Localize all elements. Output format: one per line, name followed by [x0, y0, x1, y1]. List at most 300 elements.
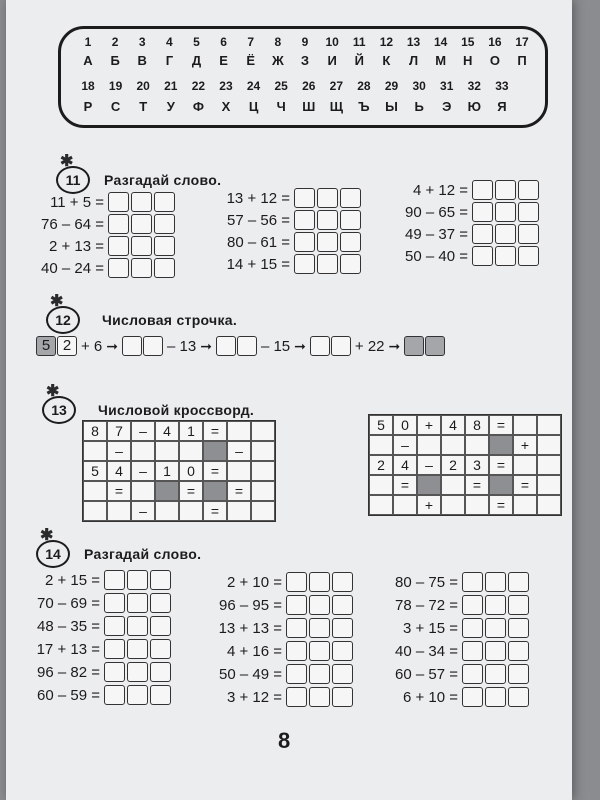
answer-boxes[interactable] [462, 618, 529, 638]
crossword-cell[interactable] [83, 441, 107, 461]
answer-box[interactable] [104, 593, 125, 613]
task14-header [36, 527, 202, 568]
chain-op: – 15 [260, 337, 291, 355]
alphabet-cell: 28 [357, 79, 371, 93]
crossword-cell: 0 [393, 415, 417, 435]
answer-box[interactable] [404, 336, 424, 356]
equation-text: 11 + 5 = [50, 193, 104, 211]
crossword-cell[interactable] [227, 461, 251, 481]
equation-row [10, 616, 171, 636]
answer-box[interactable] [508, 687, 529, 707]
alphabet-cell: А [83, 53, 93, 68]
crossword-cell: – [131, 501, 155, 521]
alphabet-cell: 15 [461, 35, 475, 49]
answer-boxes[interactable] [108, 192, 175, 212]
answer-boxes[interactable] [108, 236, 175, 256]
answer-box[interactable] [332, 572, 353, 592]
alphabet-cell: Я [497, 99, 507, 114]
answer-box[interactable] [294, 232, 315, 252]
answer-boxes[interactable] [462, 595, 529, 615]
answer-box[interactable] [340, 254, 361, 274]
pineapple-leaf-icon: ✱ [40, 527, 54, 544]
pineapple-leaf-icon: ✱ [46, 383, 60, 400]
answer-boxes[interactable] [294, 188, 361, 208]
alphabet-row1-numbers [75, 35, 535, 49]
crossword-cell[interactable] [155, 441, 179, 461]
equation-row [380, 246, 539, 266]
crossword-cell[interactable] [131, 441, 155, 461]
crossword-cell: 5 [369, 415, 393, 435]
chain-op: – 13 [167, 337, 197, 355]
crossword-cell[interactable] [107, 501, 131, 521]
crossword-cell[interactable] [369, 475, 393, 495]
alphabet-cell: 27 [329, 79, 344, 93]
crossword-cell: 2 [441, 455, 465, 475]
crossword-cell[interactable] [537, 435, 561, 455]
answer-box[interactable] [150, 593, 171, 613]
answer-box[interactable] [495, 180, 516, 200]
crossword-cell[interactable] [441, 495, 465, 515]
answer-box[interactable] [317, 188, 338, 208]
answer-box[interactable] [340, 232, 361, 252]
crossword-cell: 5 [83, 461, 107, 481]
crossword-cell[interactable] [83, 481, 107, 501]
answer-boxes[interactable] [462, 641, 529, 661]
answer-box[interactable] [332, 595, 353, 615]
equation-text: 3 + 12 = [226, 688, 282, 706]
crossword-cell[interactable] [227, 501, 251, 521]
alphabet-cell: 6 [220, 35, 227, 49]
answer-box[interactable] [518, 246, 539, 266]
arrow-right-icon: ➞ [294, 337, 306, 354]
answer-box[interactable] [108, 214, 129, 234]
crossword-cell[interactable] [131, 481, 155, 501]
answer-box[interactable] [508, 641, 529, 661]
alphabet-row1-letters [75, 53, 535, 68]
answer-boxes[interactable] [286, 572, 353, 592]
answer-box[interactable] [216, 336, 236, 356]
answer-box[interactable] [127, 685, 148, 705]
chain-final-answer[interactable] [404, 336, 445, 356]
equation-row [380, 202, 539, 222]
answer-box[interactable] [131, 258, 152, 278]
equation-text: 4 + 12 = [412, 181, 468, 199]
answer-box[interactable] [286, 572, 307, 592]
alphabet-cell: 16 [488, 35, 502, 49]
answer-box[interactable] [309, 687, 330, 707]
answer-box[interactable] [104, 616, 125, 636]
answer-box[interactable] [143, 336, 163, 356]
alphabet-cell: Н [463, 53, 473, 68]
chain-start [36, 336, 77, 356]
equation-text: 4 + 16 = [226, 642, 282, 660]
answer-box[interactable] [310, 336, 330, 356]
crossword-cell[interactable] [465, 495, 489, 515]
equation-row [192, 572, 353, 592]
equation-row [368, 572, 529, 592]
crossword-cell[interactable] [537, 495, 561, 515]
answer-box[interactable] [317, 210, 338, 230]
alphabet-cell: 5 [193, 35, 200, 49]
crossword-blocked-cell [203, 481, 227, 501]
alphabet-cell: 11 [352, 35, 366, 49]
crossword-cell: – [227, 441, 251, 461]
answer-box[interactable] [472, 246, 493, 266]
answer-boxes[interactable] [472, 246, 539, 266]
number-chain [36, 336, 445, 356]
answer-box[interactable] [150, 616, 171, 636]
answer-box[interactable] [127, 639, 148, 659]
answer-boxes[interactable] [294, 210, 361, 230]
alphabet-cell: Х [221, 99, 231, 114]
alphabet-cell: 2 [111, 35, 119, 49]
alphabet-cell: О [489, 53, 500, 68]
alphabet-cell: Ш [302, 99, 316, 114]
answer-box[interactable] [127, 662, 148, 682]
alphabet-cell: 8 [274, 35, 282, 49]
crossword-cell[interactable] [179, 501, 203, 521]
alphabet-row2-numbers [75, 79, 515, 93]
crossword-cell[interactable] [251, 461, 275, 481]
equation-text: 49 – 37 = [405, 225, 468, 243]
equation-text: 40 – 24 = [41, 259, 104, 277]
equation-text: 70 – 69 = [37, 594, 100, 612]
answer-box[interactable] [108, 258, 129, 278]
equation-text: 2 + 13 = [48, 237, 104, 255]
crossword-cell[interactable] [179, 441, 203, 461]
answer-box[interactable] [332, 618, 353, 638]
answer-boxes[interactable] [294, 254, 361, 274]
answer-box[interactable] [508, 595, 529, 615]
answer-box[interactable] [340, 188, 361, 208]
answer-box[interactable] [150, 662, 171, 682]
crossword-cell[interactable] [513, 495, 537, 515]
equation-row [10, 662, 171, 682]
crossword-cell: – [131, 421, 155, 441]
crossword-cell: 8 [83, 421, 107, 441]
crossword-cell: 8 [465, 415, 489, 435]
answer-box[interactable] [286, 664, 307, 684]
equation-row [192, 687, 353, 707]
answer-box[interactable] [462, 595, 483, 615]
alphabet-cell: Ч [276, 99, 286, 114]
crossword-cell[interactable] [251, 501, 275, 521]
answer-boxes[interactable] [104, 662, 171, 682]
answer-box[interactable] [485, 618, 506, 638]
answer-boxes[interactable] [472, 202, 539, 222]
answer-box[interactable] [309, 664, 330, 684]
answer-box[interactable] [472, 224, 493, 244]
equation-text: 80 – 75 = [395, 573, 458, 591]
chain-answer[interactable] [122, 336, 163, 356]
answer-box[interactable] [104, 570, 125, 590]
answer-box[interactable] [294, 210, 315, 230]
chain-answer[interactable] [216, 336, 257, 356]
crossword-cell: – [131, 461, 155, 481]
equation-text: 13 + 12 = [226, 189, 290, 207]
crossword-cell[interactable] [251, 481, 275, 501]
equation-text: 78 – 72 = [395, 596, 458, 614]
crossword-blocked-cell [489, 435, 513, 455]
alphabet-cell: Ъ [358, 99, 370, 114]
answer-box[interactable] [495, 224, 516, 244]
crossword-cell[interactable] [155, 501, 179, 521]
equation-row [368, 641, 529, 661]
crossword-cell[interactable] [537, 475, 561, 495]
alphabet-cell: Г [165, 53, 174, 68]
alphabet-cell: К [382, 53, 391, 68]
crossword-cell: 1 [179, 421, 203, 441]
answer-box[interactable] [485, 595, 506, 615]
answer-box[interactable] [425, 336, 445, 356]
equation-row [380, 224, 539, 244]
answer-box[interactable] [518, 224, 539, 244]
crossword-cell[interactable] [227, 421, 251, 441]
crossword-cell: + [417, 415, 441, 435]
answer-box[interactable] [309, 641, 330, 661]
answer-box[interactable] [150, 570, 171, 590]
equation-row [192, 595, 353, 615]
crossword-cell[interactable] [393, 495, 417, 515]
arrow-right-icon: ➞ [388, 337, 401, 354]
crossword-cell[interactable] [537, 415, 561, 435]
alphabet-cell: 3 [138, 35, 146, 49]
alphabet-cell: 18 [81, 79, 95, 93]
crossword-cell: 4 [441, 415, 465, 435]
crossword-grid-left [82, 420, 276, 522]
equation-text: 60 – 57 = [395, 665, 458, 683]
alphabet-cell: Щ [329, 99, 343, 114]
answer-box[interactable] [495, 202, 516, 222]
answer-boxes[interactable] [462, 687, 529, 707]
equation-row [202, 254, 361, 274]
crossword-cell[interactable] [441, 475, 465, 495]
crossword-cell[interactable] [369, 495, 393, 515]
answer-box[interactable] [294, 254, 315, 274]
alphabet-cell: Ц [248, 99, 259, 114]
answer-boxes[interactable] [286, 664, 353, 684]
answer-boxes[interactable] [286, 687, 353, 707]
equation-text: 76 – 64 = [41, 215, 104, 233]
equation-row [10, 593, 171, 613]
answer-box[interactable] [309, 595, 330, 615]
answer-box[interactable] [462, 664, 483, 684]
answer-box[interactable] [127, 593, 148, 613]
answer-box[interactable] [462, 687, 483, 707]
answer-box[interactable] [495, 246, 516, 266]
alphabet-cell: Й [354, 53, 364, 68]
alphabet-cell: 4 [166, 35, 173, 49]
answer-box[interactable] [286, 687, 307, 707]
answer-box[interactable] [131, 214, 152, 234]
answer-box[interactable] [508, 618, 529, 638]
answer-box[interactable] [286, 641, 307, 661]
answer-box[interactable] [508, 572, 529, 592]
answer-box[interactable] [485, 664, 506, 684]
answer-box[interactable] [317, 232, 338, 252]
equation-text: 96 – 95 = [219, 596, 282, 614]
crossword-blocked-cell [489, 475, 513, 495]
answer-box[interactable] [286, 595, 307, 615]
answer-box[interactable] [485, 641, 506, 661]
equation-row [10, 639, 171, 659]
alphabet-cell: 14 [433, 35, 448, 49]
crossword-cell: 4 [393, 455, 417, 475]
equation-row [10, 570, 171, 590]
crossword-cell: 0 [179, 461, 203, 481]
alphabet-cell: 24 [246, 79, 261, 93]
equation-row [16, 214, 175, 234]
answer-boxes[interactable] [286, 618, 353, 638]
crossword-cell: 2 [369, 455, 393, 475]
answer-boxes[interactable] [104, 639, 171, 659]
answer-box[interactable] [154, 192, 175, 212]
equation-row [380, 180, 539, 200]
arrow-right-icon: ➞ [200, 337, 212, 354]
answer-box[interactable] [127, 570, 148, 590]
crossword-cell[interactable] [513, 415, 537, 435]
chain-answer[interactable] [310, 336, 351, 356]
alphabet-cell: 9 [301, 35, 309, 49]
alphabet-row2-letters [75, 99, 515, 114]
alphabet-cell: Ь [414, 99, 424, 114]
answer-boxes[interactable] [472, 224, 539, 244]
answer-boxes[interactable] [104, 616, 171, 636]
task14-badge: ✱ 14 [36, 540, 70, 568]
answer-box[interactable] [154, 214, 175, 234]
answer-box[interactable] [122, 336, 142, 356]
answer-box[interactable] [332, 641, 353, 661]
chain-start-digit: 2 [57, 336, 77, 356]
answer-box[interactable] [462, 618, 483, 638]
equation-row [202, 188, 361, 208]
answer-box[interactable] [508, 664, 529, 684]
crossword-cell: = [203, 501, 227, 521]
crossword-cell[interactable] [251, 421, 275, 441]
task12-title: Числовая строчка. [102, 312, 238, 328]
equation-row [16, 258, 175, 278]
answer-box[interactable] [104, 662, 125, 682]
answer-box[interactable] [154, 236, 175, 256]
crossword-cell[interactable] [441, 435, 465, 455]
answer-box[interactable] [462, 572, 483, 592]
answer-box[interactable] [131, 236, 152, 256]
answer-box[interactable] [150, 685, 171, 705]
equation-text: 2 + 10 = [226, 573, 282, 591]
answer-box[interactable] [309, 618, 330, 638]
answer-box[interactable] [294, 188, 315, 208]
alphabet-cell: У [166, 99, 175, 114]
answer-box[interactable] [485, 572, 506, 592]
answer-boxes[interactable] [294, 232, 361, 252]
task12-header [46, 293, 238, 334]
answer-box[interactable] [309, 572, 330, 592]
alphabet-cell: Э [442, 99, 452, 114]
alphabet-cell: Ы [385, 99, 398, 114]
crossword-cell[interactable] [513, 455, 537, 475]
answer-box[interactable] [485, 687, 506, 707]
equation-text: 96 – 82 = [37, 663, 100, 681]
answer-box[interactable] [154, 258, 175, 278]
answer-box[interactable] [127, 616, 148, 636]
answer-box[interactable] [518, 202, 539, 222]
answer-box[interactable] [332, 664, 353, 684]
crossword-cell[interactable] [83, 501, 107, 521]
task11-header [56, 153, 222, 194]
answer-boxes[interactable] [108, 214, 175, 234]
answer-boxes[interactable] [286, 595, 353, 615]
answer-box[interactable] [518, 180, 539, 200]
answer-boxes[interactable] [104, 570, 171, 590]
alphabet-cell: Ж [272, 53, 284, 68]
equation-row [202, 210, 361, 230]
answer-box[interactable] [237, 336, 257, 356]
alphabet-cell: З [300, 53, 310, 68]
equation-row [368, 595, 529, 615]
equation-text: 57 – 56 = [227, 211, 290, 229]
alphabet-cell: Р [83, 99, 93, 114]
crossword-cell: 1 [155, 461, 179, 481]
answer-box[interactable] [472, 180, 493, 200]
equation-text: 90 – 65 = [405, 203, 468, 221]
crossword-cell: = [489, 495, 513, 515]
answer-boxes[interactable] [104, 685, 171, 705]
alphabet-cell: Б [110, 53, 120, 68]
alphabet-cell: Ф [192, 99, 204, 114]
answer-box[interactable] [104, 685, 125, 705]
crossword-cell[interactable] [251, 441, 275, 461]
equation-row [368, 664, 529, 684]
answer-boxes[interactable] [462, 572, 529, 592]
answer-box[interactable] [108, 192, 129, 212]
alphabet-cell: 32 [467, 79, 481, 93]
answer-box[interactable] [331, 336, 351, 356]
crossword-cell: + [513, 435, 537, 455]
alphabet-cell: П [517, 53, 527, 68]
equation-text: 48 – 35 = [37, 617, 100, 635]
equation-text: 17 + 13 = [36, 640, 100, 658]
crossword-cell: – [393, 435, 417, 455]
answer-boxes[interactable] [286, 641, 353, 661]
answer-box[interactable] [472, 202, 493, 222]
arrow-right-icon: ➞ [106, 337, 119, 354]
answer-boxes[interactable] [462, 664, 529, 684]
task12-badge: ✱ 12 [46, 306, 80, 334]
answer-boxes[interactable] [104, 593, 171, 613]
answer-box[interactable] [332, 687, 353, 707]
answer-box[interactable] [286, 618, 307, 638]
answer-box[interactable] [150, 639, 171, 659]
equation-text: 13 + 13 = [218, 619, 282, 637]
answer-box[interactable] [462, 641, 483, 661]
crossword-cell[interactable] [537, 455, 561, 475]
answer-boxes[interactable] [108, 258, 175, 278]
crossword-cell[interactable] [417, 435, 441, 455]
crossword-blocked-cell [155, 481, 179, 501]
alphabet-cell: Ю [467, 99, 482, 114]
answer-box[interactable] [317, 254, 338, 274]
crossword-cell: – [107, 441, 131, 461]
answer-box[interactable] [104, 639, 125, 659]
crossword-cell[interactable] [369, 435, 393, 455]
crossword-cell[interactable] [465, 435, 489, 455]
answer-box[interactable] [131, 192, 152, 212]
equation-row [10, 685, 171, 705]
answer-box[interactable] [108, 236, 129, 256]
answer-boxes[interactable] [472, 180, 539, 200]
equation-row [16, 192, 175, 212]
answer-box[interactable] [340, 210, 361, 230]
